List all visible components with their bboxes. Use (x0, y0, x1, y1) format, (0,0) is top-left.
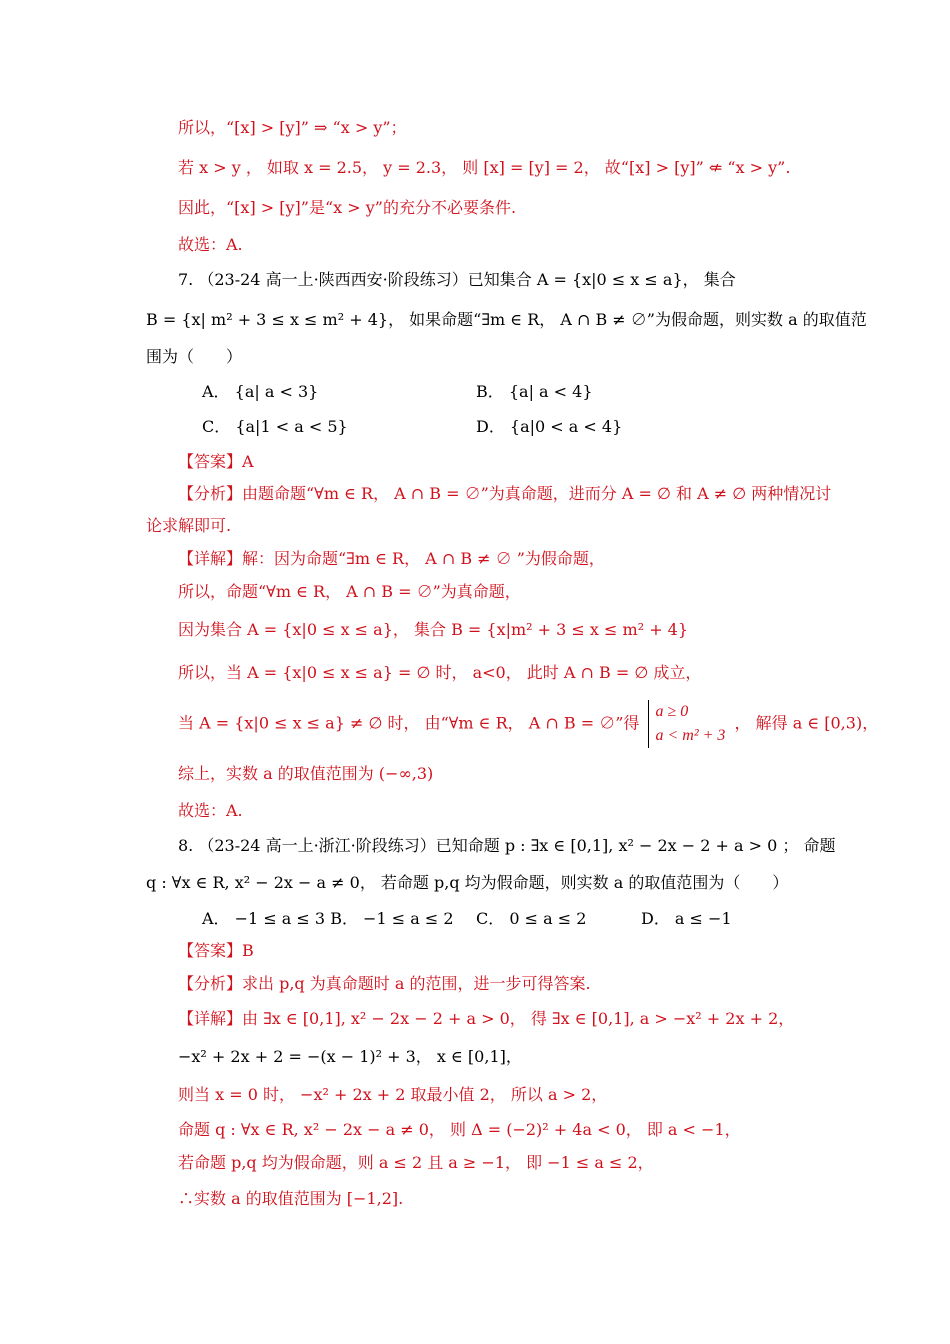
text-line-l31: 命题 q : ∀x ∈ R, x² − 2x − a ≠ 0， 则 Δ = (−2)² + 4a < 0， 即 a < −1， (178, 1120, 741, 1139)
text-line-l13: 【分析】由题命题“∀m ∈ R， A ∩ B = ∅”为真命题，进而分 A = ∅ 和 A ≠ ∅ 两种情况讨 (178, 484, 832, 503)
text-line-l21: 8. （23-24 高一上·浙江·阶段练习）已知命题 p : ∃x ∈ [0,1], x² − 2x − 2 + a > 0 ； 命题 (178, 836, 836, 855)
condition-system (648, 700, 725, 748)
text-line-l02: 若 x > y ， 如取 x = 2.5， y = 2.3， 则 [x] = [y] = 2， 故“[x] > [y]” ⇍ “x > y”. (178, 158, 791, 177)
system-suffix: ， 解得 a ∈ [0,3)， (734, 713, 879, 733)
text-line-l22: q : ∀x ∈ R, x² − 2x − a ≠ 0， 若命题 p,q 均为假命题，则实数 a 的取值范围为（ ） (146, 873, 789, 892)
text-line-l19: 综上，实数 a 的取值范围为 (−∞,3) (178, 764, 434, 783)
text-line-l33: ∴实数 a 的取值范围为 [−1,2]. (178, 1189, 404, 1208)
text-line-l09: B． {a| a < 4} (476, 382, 593, 401)
system-line (178, 700, 878, 748)
text-line-l17: 因为集合 A = {x|0 ≤ x ≤ a}， 集合 B = {x|m² + 3 ≤ x ≤ m² + 4} (178, 620, 689, 639)
text-line-l28: 【详解】由 ∃x ∈ [0,1], x² − 2x − 2 + a > 0， 得 ∃x ∈ [0,1], a > −x² + 2x + 2， (178, 1009, 795, 1028)
text-line-l20: 故选：A. (178, 801, 243, 820)
text-line-l10: C． {a|1 < a < 5} (202, 417, 348, 436)
text-line-l03: 因此，“[x] > [y]”是“x > y”的充分不必要条件. (178, 198, 517, 217)
text-line-l12: 【答案】A (178, 452, 254, 471)
text-line-l08: A． {a| a < 3} (202, 382, 319, 401)
text-line-l27: 【分析】求出 p,q 为真命题时 a 的范围，进一步可得答案. (178, 974, 591, 993)
text-line-l25: D． a ≤ −1 (641, 909, 732, 928)
text-line-l14: 论求解即可. (146, 516, 232, 535)
text-line-l16: 所以，命题“∀m ∈ R， A ∩ B = ∅”为真命题， (178, 582, 521, 601)
text-line-l15: 【详解】解：因为命题“∃m ∈ R， A ∩ B ≠ ∅ ”为假命题， (178, 549, 605, 568)
text-line-l04: 故选：A. (178, 235, 243, 254)
text-line-l26: 【答案】B (178, 941, 254, 960)
text-line-l23: A． −1 ≤ a ≤ 3 B． −1 ≤ a ≤ 2 (202, 909, 454, 928)
condition-2: a < m² + 3 (655, 727, 726, 744)
condition-1: a ≥ 0 (655, 703, 689, 720)
text-line-l29: −x² + 2x + 2 = −(x − 1)² + 3， x ∈ [0,1]， (178, 1047, 522, 1066)
text-line-l05: 7. （23-24 高一上·陕西西安·阶段练习）已知集合 A = {x|0 ≤ x ≤ a}， 集合 (178, 270, 736, 289)
text-line-l32: 若命题 p,q 均为假命题，则 a ≤ 2 且 a ≥ −1， 即 −1 ≤ a ≤ 2， (178, 1153, 654, 1172)
text-line-l11: D． {a|0 < a < 4} (476, 417, 623, 436)
text-line-l01: 所以，“[x] > [y]” ⇒ “x > y”； (178, 118, 407, 137)
text-line-l30: 则当 x = 0 时， −x² + 2x + 2 取最小值 2， 所以 a > 2， (178, 1085, 608, 1104)
system-prefix: 当 A = {x|0 ≤ x ≤ a} ≠ ∅ 时， 由“∀m ∈ R， A ∩ B = ∅”得 (178, 713, 640, 733)
text-line-l18: 所以，当 A = {x|0 ≤ x ≤ a} = ∅ 时， a<0， 此时 A ∩ B = ∅ 成立， (178, 663, 702, 682)
text-line-l06: B = {x| m² + 3 ≤ x ≤ m² + 4}， 如果命题“∃m ∈ R， A ∩ B ≠ ∅”为假命题，则实数 a 的取值范 (146, 310, 867, 329)
text-line-l07: 围为（ ） (146, 347, 243, 366)
text-line-l24: C． 0 ≤ a ≤ 2 (476, 909, 587, 928)
